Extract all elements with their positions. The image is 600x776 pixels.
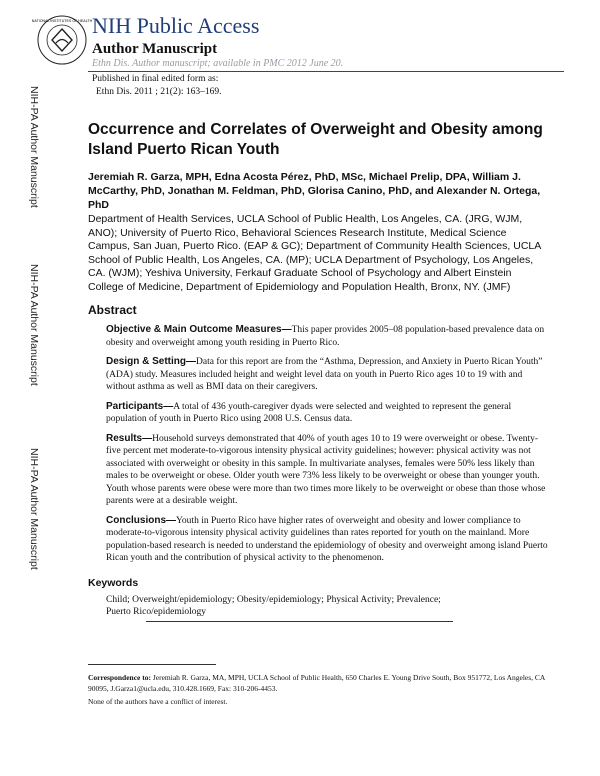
abstract-conclusions [106,515,548,565]
keywords-heading: Keywords [88,576,139,589]
header-subtitle: Author Manuscript [92,41,218,57]
section-label: Participants— [106,400,174,412]
logo-text: NATIONAL INSTITUTES OF HEALTH [31,19,93,23]
article-title: Occurrence and Correlates of Overweight and Obesity among Island Puerto Rican Youth [88,121,543,158]
correspondence-footnote [88,672,554,694]
nih-logo-icon [31,14,93,66]
citation: Ethn Dis. 2011 ; 21(2): 163–169. [96,87,222,97]
abstract-design [106,356,548,394]
section-label: Results— [106,432,153,444]
correspondence-label: Correspondence to: [88,673,151,682]
header-divider [88,71,564,72]
published-label: Published in final edited form as: [92,74,219,84]
section-text: This paper provides 2005–08 population-based prevalence data on obesity and overweight among youth residing in Puerto Rico. [106,325,545,348]
correspondence-text: Jeremiah R. Garza, MA, MPH, UCLA School of Public Health, 650 Charles E. Young Drive South, Box 951772, Los Angeles, CA 90095, J.Garza1@ucla.edu, 310.428.1669, Fax: 310-206-4453. [88,673,545,693]
keywords-divider [146,621,453,622]
section-label: Objective & Main Outcome Measures— [106,324,292,335]
author-list: Jeremiah R. Garza, MPH, Edna Acosta Pérez, PhD, MSc, Michael Prelip, DPA, William J. McCarthy, PhD, Jonathan M. Feldman, PhD, Glorisa Canino, PhD, and Alexander N. Ortega, PhD [88,171,541,211]
side-label: NIH-PA Author Manuscript [28,448,40,570]
section-label: Design & Setting— [106,356,197,367]
section-text: Youth in Puerto Rico have higher rates of overweight and obesity and lower compliance to moderate-to-vigorous intensity physical activity guidelines than rates reported for youth on the mainland. More population-based research is needed to understand the epidemiology of obesity and overweight among island Puerto Rican youth and the contribution of physical activity to the phenomenon. [106,515,548,563]
affiliations: Department of Health Services, UCLA School of Public Health, Los Angeles, CA. (JRG, WJM, ANO); University of Puerto Rico, Behavioral Sciences Research Institute, Medical Science Campus, San Juan, Puerto Rico. (EAP & GC); Department of Community Health Sciences, UCLA School of Public Health, Los Angeles, CA. (MP); UCLA Department of Psychology, Los Angeles, CA. (WJM); Yeshiva University, Ferkauf Graduate School of Psychology and Albert Einstein College of Medicine, Department of Epidemiology and Population Health, Bronx, NY. (JMF) [88,213,541,293]
abstract-objective [106,324,548,349]
section-text: A total of 436 youth-caregiver dyads were selected and weighted to represent the general population of youth in Puerto Rico using 2008 U.S. Census data. [106,401,512,424]
section-label: Conclusions— [106,514,177,526]
abstract-participants [106,401,548,426]
abstract-results [106,433,548,508]
conflict-statement: None of the authors have a conflict of interest. [88,697,228,706]
header-note: Ethn Dis. Author manuscript; available in PMC 2012 June 20. [92,58,344,69]
side-label: NIH-PA Author Manuscript [28,86,40,208]
abstract-heading: Abstract [88,303,137,317]
keywords-list: Child; Overweight/epidemiology; Obesity/epidemiology; Physical Activity; Prevalence; Puerto Rico/epidemiology [106,594,441,617]
section-text: Household surveys demonstrated that 40% of youth ages 10 to 19 were overweight or obese. Twenty-five percent met moderate-to-vigorous intensity physical activity guidelines; however: physical activity was not associated with overweight or obesity in this sample. In multivariate analyses, females were 50% less likely than males to be overweight or obese. Older youth were 73% less likely to be overweight or obese than younger youth. Youth whose parents were obese were more than two times more likely to be overweight or obese than those whose parents were at a desirable weight. [106,433,546,506]
side-label: NIH-PA Author Manuscript [28,264,40,386]
section-text: Data for this report are from the “Asthma, Depression, and Anxiety in Puerto Rican Youth” (ADA) study. Measures included height and weight level data on youth in Puerto Rico ages 10 to 19 with and without asthma as well as BMI data on their caregivers. [106,357,543,392]
header-title: NIH Public Access [92,13,260,38]
footnote-divider [88,664,216,665]
